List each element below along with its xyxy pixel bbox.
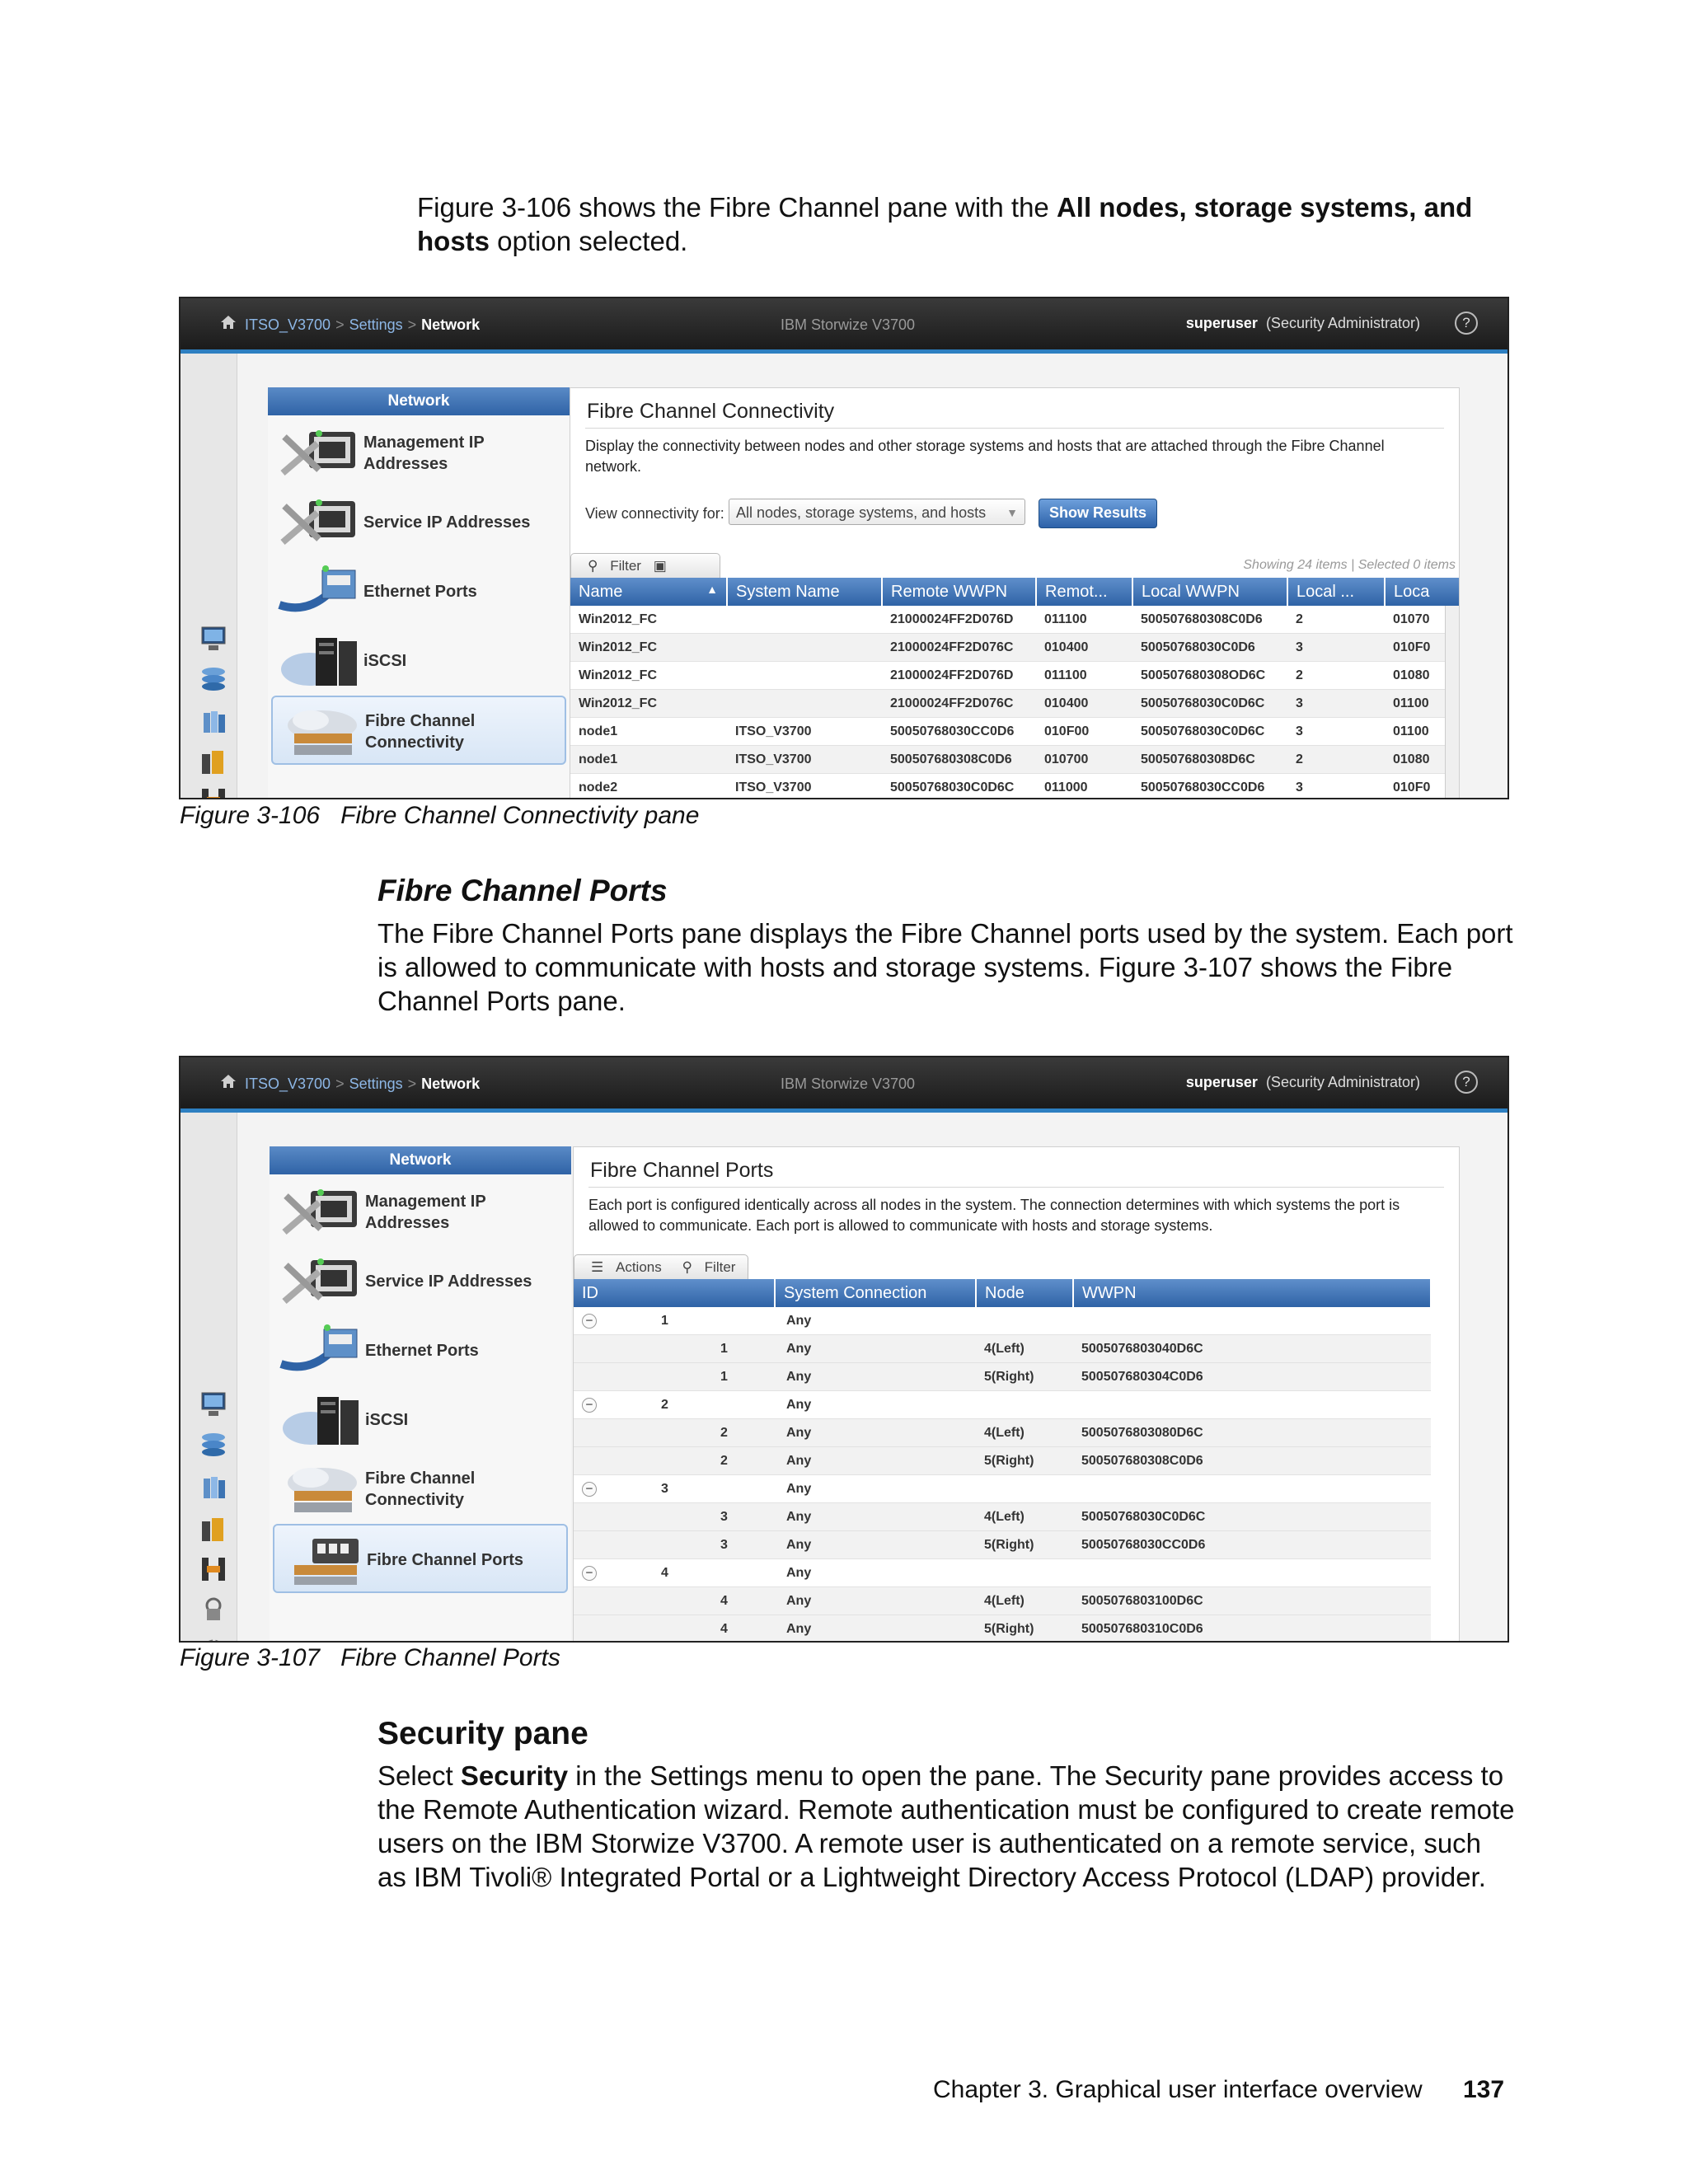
node-cell: [976, 1475, 1073, 1503]
intro-paragraph: Figure 3-106 shows the Fibre Channel pane with the All nodes, storage systems, and hosts option selected.: [417, 192, 1473, 256]
node-cell: 5(Right): [976, 1615, 1073, 1642]
id-cell: [574, 1559, 775, 1587]
grid-toolbar: [574, 1254, 748, 1280]
table-cell: 3: [1287, 774, 1385, 799]
pane-description: Each port is configured identically across all nodes in the system. The connection determines with which systems the port is allowed to communicate. Each port is allowed to communicate with hosts and storage systems.: [588, 1197, 1400, 1234]
table-cell: 50050768030CC0D6: [882, 718, 1036, 746]
pane-description: Display the connectivity between nodes and other storage systems and hosts that are attached through the Fibre Channel network.: [585, 438, 1385, 475]
table-cell: 010400: [1036, 634, 1132, 662]
wwpn-cell: 50050768030CC0D6: [1073, 1531, 1431, 1559]
sort-ascending-icon[interactable]: ▲: [706, 582, 718, 596]
table-cell: 01100: [1385, 718, 1459, 746]
node-cell: [976, 1391, 1073, 1419]
wwpn-cell: 50050768030C0D6C: [1073, 1503, 1431, 1531]
table-cell: 2: [1287, 662, 1385, 690]
table-cell: 011100: [1036, 662, 1132, 690]
id-cell: [574, 1447, 775, 1475]
table-cell: 010F0: [1385, 634, 1459, 662]
breadcrumb: ITSO_V3700 > Settings > Network: [220, 1074, 480, 1093]
column-header[interactable]: System Connection: [775, 1279, 976, 1307]
left-function-strip: [181, 1113, 237, 1641]
fc-ports-grid: [574, 1279, 1431, 1641]
table-row[interactable]: [570, 634, 1459, 662]
copy-services-icon[interactable]: [197, 1554, 230, 1584]
wwpn-cell: [1073, 1391, 1431, 1419]
system-connection-cell: Any: [775, 1503, 976, 1531]
table-row[interactable]: [574, 1587, 1431, 1615]
help-icon[interactable]: ?: [1455, 312, 1478, 335]
table-cell: 011000: [1036, 774, 1132, 799]
table-cell: 21000024FF2D076C: [882, 690, 1036, 718]
table-cell: 500507680308C0D6: [882, 746, 1036, 774]
breadcrumb-settings[interactable]: Settings: [349, 1076, 403, 1092]
nav-item-management-ip[interactable]: Management IP Addresses: [273, 1178, 568, 1247]
filter-button[interactable]: ⚲ Filter: [682, 1259, 736, 1275]
group-id: 2: [661, 1397, 668, 1412]
ethernet-icon: [278, 1323, 368, 1380]
breadcrumb-system[interactable]: ITSO_V3700: [245, 1076, 331, 1092]
system-connection-cell: Any: [775, 1475, 976, 1503]
show-results-button[interactable]: Show Results: [1039, 499, 1157, 528]
service-ip-icon: [278, 1254, 368, 1311]
nav-item-service-ip[interactable]: Service IP Addresses: [273, 1247, 568, 1316]
system-connection-cell: Any: [775, 1559, 976, 1587]
table-cell: ITSO_V3700: [727, 774, 882, 799]
nav-item-service-ip[interactable]: Service IP Addresses: [271, 488, 566, 557]
item-count: Showing 24 items | Selected 0 items: [1243, 558, 1456, 572]
table-cell: node2: [570, 774, 727, 799]
iscsi-icon: [278, 1392, 368, 1450]
node-cell: 5(Right): [976, 1531, 1073, 1559]
column-header[interactable]: Loca: [1385, 578, 1459, 606]
table-cell: 50050768030C0D6C: [882, 774, 1036, 799]
table-row[interactable]: [570, 746, 1459, 774]
node-cell: 4(Left): [976, 1587, 1073, 1615]
volumes-icon[interactable]: [197, 708, 230, 738]
table-cell: 21000024FF2D076C: [882, 634, 1036, 662]
table-cell: 01100: [1385, 690, 1459, 718]
table-cell: 50050768030C0D6: [1132, 634, 1287, 662]
fibre-channel-icon: [278, 1461, 368, 1519]
user-info[interactable]: superuser (Security Administrator): [1185, 315, 1420, 331]
nav-item-fibre-channel-connectivity[interactable]: Fibre Channel Connectivity: [271, 696, 566, 765]
system-connection-cell: Any: [775, 1531, 976, 1559]
port-id: 3: [720, 1537, 728, 1552]
node-cell: 4(Left): [976, 1503, 1073, 1531]
grid-header-row: [574, 1279, 1431, 1307]
id-cell: [574, 1391, 775, 1419]
fibre-channel-icon: [278, 704, 368, 762]
search-icon: ⚲: [682, 1259, 692, 1275]
column-header[interactable]: Local WWPN: [1132, 578, 1287, 606]
id-cell: [574, 1587, 775, 1615]
id-cell: [574, 1531, 775, 1559]
nav-item-ethernet-ports[interactable]: Ethernet Ports: [273, 1316, 568, 1385]
table-cell: 010F00: [1036, 718, 1132, 746]
wwpn-cell: [1073, 1475, 1431, 1503]
table-cell: 21000024FF2D076D: [882, 606, 1036, 634]
wwpn-cell: 5005076803100D6C: [1073, 1587, 1431, 1615]
table-cell: Win2012_FC: [570, 662, 727, 690]
wwpn-cell: [1073, 1307, 1431, 1335]
breadcrumb-network: Network: [421, 1076, 481, 1092]
table-row[interactable]: [570, 718, 1459, 746]
view-connectivity-label: View connectivity for:: [585, 505, 724, 522]
column-header[interactable]: Node: [976, 1279, 1073, 1307]
wwpn-cell: 500507680310C0D6: [1073, 1615, 1431, 1642]
system-connection-cell: Any: [775, 1391, 976, 1419]
port-id: 2: [720, 1425, 728, 1440]
system-connection-cell: Any: [775, 1419, 976, 1447]
table-cell: [727, 662, 882, 690]
nav-item-fibre-channel-ports[interactable]: Fibre Channel Ports: [273, 1524, 568, 1593]
pane-title: Fibre Channel Connectivity: [587, 400, 835, 423]
view-connectivity-select[interactable]: All nodes, storage systems, and hosts ▼: [729, 499, 1025, 525]
group-id: 4: [661, 1565, 668, 1580]
column-header[interactable]: System Name: [727, 578, 882, 606]
node-cell: 4(Left): [976, 1419, 1073, 1447]
product-name: IBM Storwize V3700: [781, 316, 916, 333]
id-cell: [574, 1615, 775, 1642]
table-cell: Win2012_FC: [570, 690, 727, 718]
top-bar: [181, 1057, 1507, 1113]
group-row[interactable]: [574, 1475, 1431, 1503]
table-cell: [727, 634, 882, 662]
search-icon: ⚲: [588, 558, 598, 574]
table-cell: 21000024FF2D076D: [882, 662, 1036, 690]
table-cell: Win2012_FC: [570, 606, 727, 634]
content-pane: [573, 1146, 1460, 1641]
table-row[interactable]: [570, 774, 1459, 799]
nav-item-iscsi[interactable]: iSCSI: [271, 626, 566, 696]
management-ip-icon: [276, 425, 367, 483]
port-id: 3: [720, 1509, 728, 1524]
fibre-channel-ports-icon: [279, 1532, 370, 1590]
wwpn-cell: 5005076803080D6C: [1073, 1419, 1431, 1447]
column-header[interactable]: Remot...: [1036, 578, 1132, 606]
table-cell: ITSO_V3700: [727, 746, 882, 774]
table-row[interactable]: [570, 662, 1459, 690]
table-row[interactable]: [570, 690, 1459, 718]
section-heading-security-pane: Security pane: [377, 1716, 588, 1751]
iscsi-icon: [276, 633, 367, 691]
section-heading-fibre-channel-ports: Fibre Channel Ports: [377, 874, 668, 907]
table-cell: node1: [570, 746, 727, 774]
table-cell: 010F0: [1385, 774, 1459, 799]
table-cell: [727, 606, 882, 634]
table-cell: 3: [1287, 690, 1385, 718]
connectivity-grid: [570, 578, 1459, 798]
system-connection-cell: Any: [775, 1335, 976, 1363]
wwpn-cell: [1073, 1559, 1431, 1587]
pools-icon[interactable]: [197, 1431, 230, 1460]
nav-item-iscsi[interactable]: iSCSI: [273, 1385, 568, 1455]
table-cell: 3: [1287, 718, 1385, 746]
table-cell: 500507680308C0D6: [1132, 606, 1287, 634]
node-cell: 5(Right): [976, 1447, 1073, 1475]
table-cell: 500507680308OD6C: [1132, 662, 1287, 690]
volumes-icon[interactable]: [197, 1474, 230, 1503]
id-cell: [574, 1363, 775, 1391]
service-ip-icon: [276, 494, 367, 552]
table-cell: [727, 690, 882, 718]
collapse-icon[interactable]: −: [582, 1398, 597, 1413]
system-connection-cell: Any: [775, 1615, 976, 1642]
breadcrumb-system[interactable]: ITSO_V3700: [245, 316, 331, 333]
port-id: 4: [720, 1593, 728, 1608]
monitoring-icon[interactable]: [197, 624, 230, 654]
save-icon[interactable]: ▣: [653, 558, 667, 574]
table-cell: 50050768030C0D6C: [1132, 690, 1287, 718]
access-icon[interactable]: [197, 1594, 230, 1624]
port-id: 1: [720, 1341, 728, 1356]
system-connection-cell: Any: [775, 1307, 976, 1335]
page-number: 137: [1463, 2076, 1505, 2103]
column-header[interactable]: Name ▲: [570, 578, 727, 606]
nav-header: Network: [270, 1146, 571, 1174]
table-cell: 50050768030CC0D6: [1132, 774, 1287, 799]
home-icon[interactable]: [220, 1074, 237, 1089]
table-row[interactable]: [574, 1615, 1431, 1642]
help-icon[interactable]: ?: [1455, 1071, 1478, 1094]
node-cell: 4(Left): [976, 1335, 1073, 1363]
column-header[interactable]: WWPN: [1073, 1279, 1431, 1307]
filter-button[interactable]: ⚲ Filter: [588, 558, 641, 574]
table-cell: 010700: [1036, 746, 1132, 774]
monitoring-icon[interactable]: [197, 1390, 230, 1419]
table-row[interactable]: [570, 606, 1459, 634]
table-cell: 01080: [1385, 746, 1459, 774]
footer-chapter: Chapter 3. Graphical user interface overview: [933, 2076, 1423, 2103]
group-row[interactable]: [574, 1391, 1431, 1419]
breadcrumb-settings[interactable]: Settings: [349, 316, 403, 333]
copy-services-icon[interactable]: [197, 785, 230, 799]
column-header[interactable]: Local ...: [1287, 578, 1385, 606]
table-cell: Win2012_FC: [570, 634, 727, 662]
wwpn-cell: 5005076803040D6C: [1073, 1335, 1431, 1363]
table-cell: 010400: [1036, 690, 1132, 718]
section-body-fibre-channel-ports: The Fibre Channel Ports pane displays the Fibre Channel ports used by the system. Each port is allowed to communicate with hosts and storage systems. Figure 3-107 shows the Fibre Channel Ports pane.: [377, 918, 1513, 1016]
system-connection-cell: Any: [775, 1587, 976, 1615]
collapse-icon[interactable]: −: [582, 1314, 597, 1329]
figure-fibre-channel-connectivity: [179, 297, 1509, 799]
vertical-scrollbar[interactable]: [1445, 606, 1459, 798]
user-info[interactable]: superuser (Security Administrator): [1185, 1074, 1420, 1090]
table-cell: 500507680308D6C: [1132, 746, 1287, 774]
system-connection-cell: Any: [775, 1447, 976, 1475]
pools-icon[interactable]: [197, 665, 230, 695]
table-cell: ITSO_V3700: [727, 718, 882, 746]
port-id: 1: [720, 1369, 728, 1384]
node-cell: 5(Right): [976, 1363, 1073, 1391]
id-cell: [574, 1419, 775, 1447]
table-cell: 011100: [1036, 606, 1132, 634]
table-cell: 2: [1287, 746, 1385, 774]
column-header[interactable]: ID: [574, 1279, 775, 1307]
table-row[interactable]: [574, 1419, 1431, 1447]
management-ip-icon: [278, 1184, 368, 1242]
id-cell: [574, 1503, 775, 1531]
ethernet-icon: [276, 564, 367, 621]
table-cell: 3: [1287, 634, 1385, 662]
grid-toolbar: [570, 553, 720, 579]
table-cell: 01070: [1385, 606, 1459, 634]
product-name: IBM Storwize V3700: [781, 1076, 916, 1092]
nav-item-management-ip[interactable]: Management IP Addresses: [271, 419, 566, 488]
figure-caption-2: Figure 3-107 Fibre Channel Ports: [180, 1644, 560, 1671]
collapse-icon[interactable]: −: [582, 1482, 597, 1497]
network-nav-panel: [268, 387, 570, 798]
section-body-security-pane: Select Security in the Settings menu to open the pane. The Security pane provides access to the Remote Authentication wizard. Remote authentication must be configured to create remote users on the IBM Storwize V3700. A remote user is authenticated on a remote service, such as IBM Tivoli® Integrated Portal or a Lightweight Directory Access Protocol (LDAP) provider.: [377, 1760, 1515, 1892]
table-cell: 2: [1287, 606, 1385, 634]
content-pane: [570, 387, 1460, 798]
home-icon[interactable]: [220, 315, 237, 330]
top-bar: [181, 298, 1507, 354]
left-function-strip: [181, 354, 237, 798]
id-cell: [574, 1335, 775, 1363]
system-connection-cell: Any: [775, 1363, 976, 1391]
group-row[interactable]: [574, 1559, 1431, 1587]
breadcrumb: ITSO_V3700 > Settings > Network: [220, 315, 480, 334]
table-cell: 01080: [1385, 662, 1459, 690]
column-header[interactable]: Remote WWPN: [882, 578, 1036, 606]
breadcrumb-network: Network: [421, 316, 481, 333]
network-nav-panel: [270, 1146, 571, 1641]
port-id: 2: [720, 1453, 728, 1468]
group-id: 3: [661, 1481, 668, 1496]
grid-header-row: [570, 578, 1459, 606]
group-row[interactable]: [574, 1307, 1431, 1335]
figure-caption-1: Figure 3-106 Fibre Channel Connectivity pane: [180, 802, 700, 829]
table-cell: 50050768030C0D6C: [1132, 718, 1287, 746]
hosts-icon[interactable]: [197, 748, 230, 777]
table-row[interactable]: [574, 1447, 1431, 1475]
settings-gear-icon[interactable]: [197, 1635, 230, 1643]
actions-menu[interactable]: ☰ Actions: [591, 1259, 662, 1275]
nav-item-fibre-channel-connectivity[interactable]: Fibre Channel Connectivity: [273, 1455, 568, 1524]
node-cell: [976, 1559, 1073, 1587]
chevron-down-icon: ▼: [1006, 506, 1018, 519]
wwpn-cell: 500507680304C0D6: [1073, 1363, 1431, 1391]
nav-header: Network: [268, 387, 570, 415]
table-row[interactable]: [574, 1335, 1431, 1363]
node-cell: [976, 1307, 1073, 1335]
list-icon: ☰: [591, 1259, 604, 1275]
table-cell: node1: [570, 718, 727, 746]
id-cell: [574, 1475, 775, 1503]
pane-title: Fibre Channel Ports: [590, 1159, 774, 1182]
id-cell: [574, 1307, 775, 1335]
collapse-icon[interactable]: −: [582, 1566, 597, 1581]
nav-item-ethernet-ports[interactable]: Ethernet Ports: [271, 557, 566, 626]
table-row[interactable]: [574, 1503, 1431, 1531]
group-id: 1: [661, 1313, 668, 1328]
table-row[interactable]: [574, 1363, 1431, 1391]
hosts-icon[interactable]: [197, 1515, 230, 1544]
figure-fibre-channel-ports: [179, 1056, 1509, 1643]
port-id: 4: [720, 1621, 728, 1636]
table-row[interactable]: [574, 1531, 1431, 1559]
wwpn-cell: 500507680308C0D6: [1073, 1447, 1431, 1475]
